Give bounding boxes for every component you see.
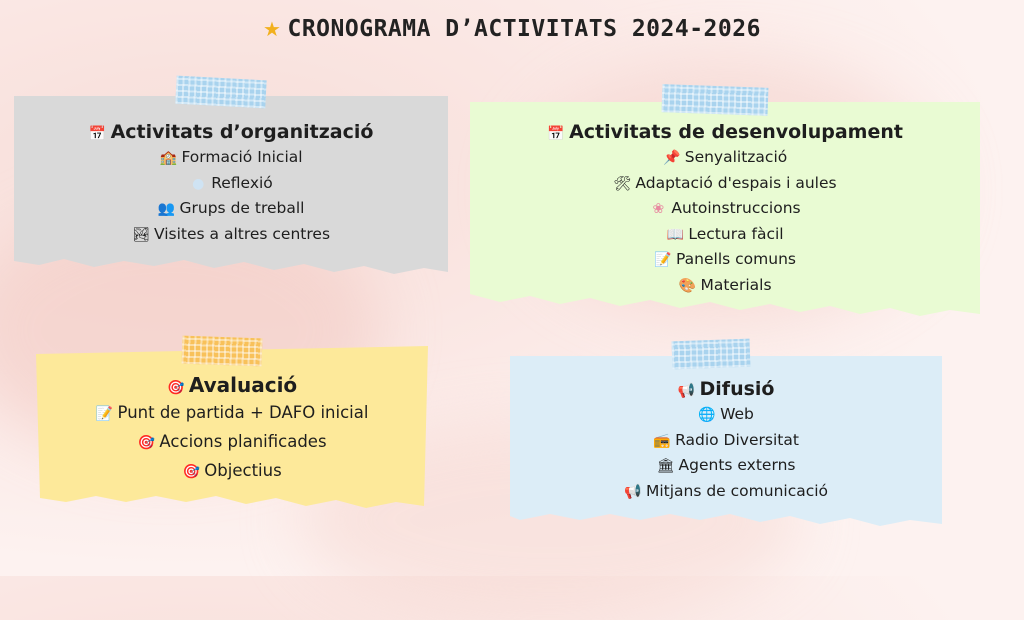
card-difusio — [510, 378, 942, 504]
card-heading: 📅 Activitats d’organització — [88, 121, 374, 143]
list-item: 📌 Senyalització — [470, 145, 980, 171]
card-avaluacio — [36, 373, 428, 486]
book-icon: 📖 — [666, 226, 685, 243]
megaphone-icon: 📢 — [677, 383, 696, 399]
list-item: ● Reflexió — [14, 171, 448, 197]
list-item: 📻 Radio Diversitat — [510, 428, 942, 454]
list-item: 📝 Punt de partida + DAFO inicial — [36, 399, 428, 428]
target-icon: 🎯 — [167, 380, 185, 396]
palette-icon: 🎨 — [678, 277, 697, 294]
page-title — [0, 16, 1024, 42]
radio-icon: 📻 — [653, 432, 671, 449]
list-item: 🛠 Adaptació d'espais i aules — [470, 171, 980, 197]
list-item: 🏫 Formació Inicial — [14, 145, 448, 171]
people-icon: 👥 — [157, 201, 176, 217]
school-icon: 🏫 — [159, 150, 178, 166]
pushpin-icon: 📌 — [663, 150, 681, 166]
brain-icon: ❀ — [652, 201, 665, 217]
card-organitzacio — [14, 121, 448, 247]
tape-strip — [182, 336, 263, 367]
calendar-icon: 📅 — [547, 126, 565, 142]
tape-strip — [672, 339, 751, 370]
landscape-icon: 🏞 — [132, 226, 150, 243]
tape-strip — [175, 76, 266, 109]
list-item: 🏞 Visites a altres centres — [14, 222, 448, 248]
building-icon: 🏛 — [656, 458, 675, 474]
memo-icon: 📝 — [95, 406, 114, 422]
megaphone-icon: 📢 — [624, 483, 642, 500]
list-item: 🎯 Accions planificades — [36, 428, 428, 457]
thought-bubble-icon: ● — [192, 175, 205, 192]
list-item: 📖 Lectura fàcil — [470, 222, 980, 248]
calendar-icon: 📅 — [88, 126, 107, 142]
globe-icon: 🌐 — [698, 407, 716, 423]
tools-icon: 🛠 — [613, 175, 632, 192]
target-icon: 🎯 — [137, 435, 156, 451]
list-item: ❀ Autoinstruccions — [470, 196, 980, 222]
list-item: 🎯 Objectius — [36, 457, 428, 486]
card-heading: 📅 Activitats de desenvolupament — [547, 121, 903, 143]
list-item: 📢 Mitjans de comunicació — [510, 479, 942, 505]
page-title-text: CRONOGRAMA D’ACTIVITATS 2024-2026 — [287, 16, 761, 42]
card-heading: 📢 Difusió — [677, 378, 775, 400]
list-item: 🎨 Materials — [470, 273, 980, 299]
memo-icon: 📝 — [654, 252, 672, 268]
star-icon: ★ — [263, 17, 282, 41]
list-item: 🏛 Agents externs — [510, 453, 942, 479]
card-desenvolupament — [470, 121, 980, 298]
list-item: 🌐 Web — [510, 402, 942, 428]
list-item: 👥 Grups de treball — [14, 196, 448, 222]
tape-strip — [662, 84, 769, 116]
list-item: 📝 Panells comuns — [470, 247, 980, 273]
target-icon: 🎯 — [182, 464, 201, 480]
card-heading: 🎯 Avaluació — [167, 373, 298, 397]
